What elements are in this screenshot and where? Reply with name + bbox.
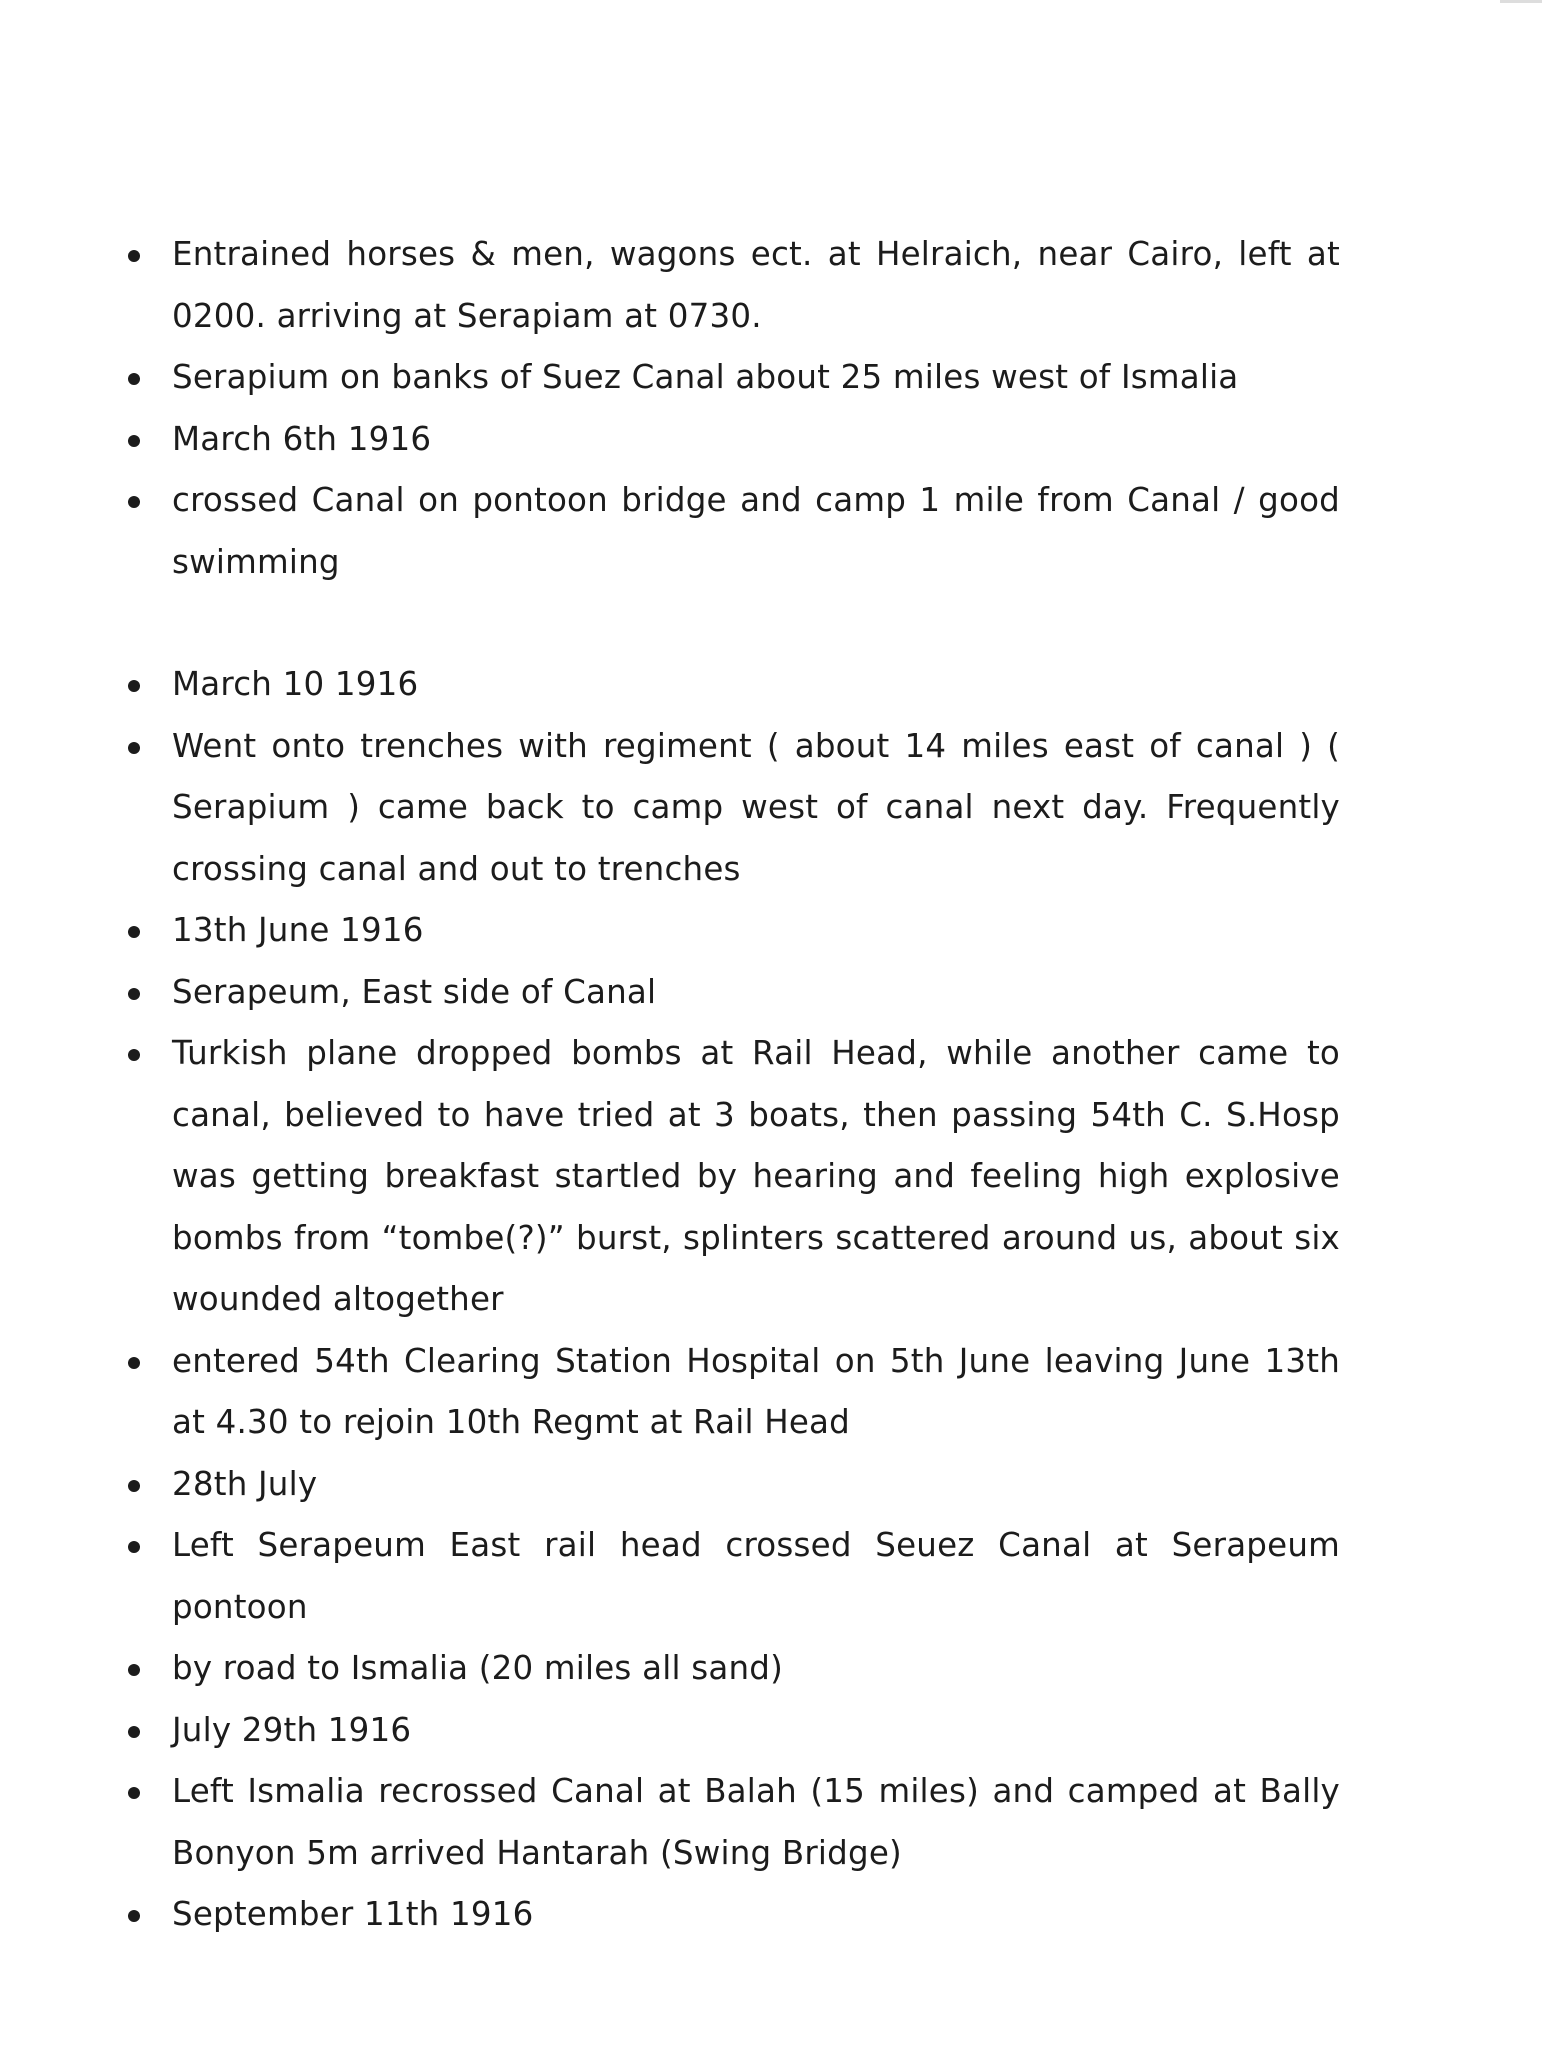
bullet-icon (128, 1541, 140, 1553)
entry-text: by road to Ismalia (20 miles all sand) (172, 1649, 783, 1687)
entry-text: entered 54th Clearing Station Hospital on 5th June leaving June 13th at 4.30 to rejoin 10th Regmt at Rail Head (172, 1341, 1340, 1441)
entry-text: Left Ismalia recrossed Canal at Balah (15 miles) and camped at Bally Bonyon 5m arrived Hantarah (Swing Bridge) (172, 1772, 1340, 1872)
bullet-icon (128, 1726, 140, 1738)
list-item (0, 1761, 1340, 1884)
bullet-icon (128, 1049, 140, 1061)
entry-text: Went onto trenches with regiment ( about 14 miles east of canal ) ( Serapium ) came back to camp west of canal next day. Frequently crossing canal and out to trenches (172, 726, 1340, 888)
entry-text: crossed Canal on pontoon bridge and camp 1 mile from Canal / good swimming (172, 481, 1340, 581)
list-item (0, 470, 1340, 593)
bullet-icon (128, 1787, 140, 1799)
bullet-icon (128, 680, 140, 692)
list-item (0, 1331, 1340, 1454)
bullet-icon (128, 1480, 140, 1492)
entry-date: September 11th 1916 (172, 1895, 534, 1933)
list-item (0, 1454, 1340, 1516)
entry-date: March 10 1916 (172, 665, 419, 703)
list-item (0, 1884, 1340, 1946)
entry-text: Entrained horses & men, wagons ect. at Helraich, near Cairo, left at 0200. arriving at Serapiam at 0730. (172, 235, 1340, 335)
list-item (0, 1515, 1340, 1638)
list-item (0, 716, 1340, 901)
list-item (0, 962, 1340, 1024)
bullet-icon (128, 1664, 140, 1676)
bullet-icon (128, 1357, 140, 1369)
bullet-icon (128, 988, 140, 1000)
bullet-icon (128, 496, 140, 508)
entry-date: March 6th 1916 (172, 419, 432, 458)
list-item (0, 1023, 1340, 1331)
entry-text: Left Serapeum East rail head crossed Seuez Canal at Serapeum pontoon (172, 1526, 1340, 1626)
entry-date: 28th July (172, 1464, 318, 1503)
list-item (0, 1638, 1340, 1700)
list-item (0, 224, 1340, 347)
bullet-icon (128, 435, 140, 447)
entry-date: July 29th 1916 (172, 1710, 412, 1749)
entry-date: 13th June 1916 (172, 911, 424, 949)
list-item (0, 654, 1340, 716)
list-item (0, 347, 1340, 409)
bullet-icon (128, 742, 140, 754)
bullet-icon (128, 1910, 140, 1922)
list-item (0, 1700, 1340, 1762)
bullet-icon (128, 373, 140, 385)
bullet-icon (128, 250, 140, 262)
entry-text: Serapeum, East side of Canal (172, 972, 657, 1011)
bullet-icon (128, 926, 140, 938)
diary-entry-list (0, 224, 1542, 1946)
list-item (0, 900, 1340, 962)
scan-edge-mark (1500, 0, 1542, 3)
entry-text: Serapium on banks of Suez Canal about 25 miles west of Ismalia (172, 358, 1239, 396)
entry-text: Turkish plane dropped bombs at Rail Head, while another came to canal, believed to have tried at 3 boats, then passing 54th C. S.Hosp was getting breakfast startled by hearing and feeling high explosive bombs from “tombe(?)” burst, splinters scattered around us, about six wounded altogether (172, 1034, 1340, 1318)
list-item (0, 409, 1340, 471)
